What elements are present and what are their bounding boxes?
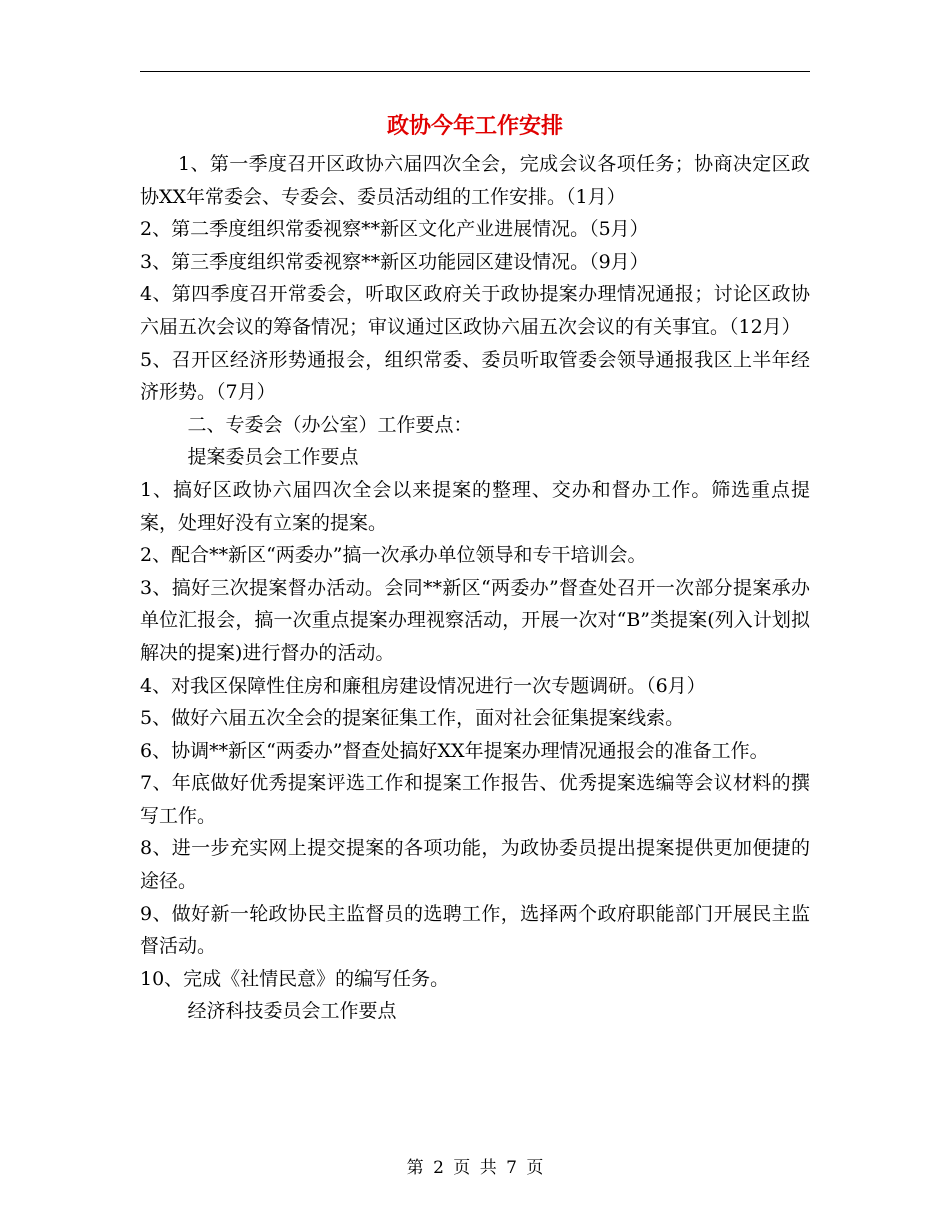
paragraph: 10、完成《社情民意》的编写任务。	[140, 967, 450, 990]
paragraph: 9、做好新一轮政协民主监督员的选聘工作，选择两个政府职能部门开展民主监督活动。	[140, 902, 810, 958]
paragraph: 4、第四季度召开常委会，听取区政府关于政协提案办理情况通报；讨论区政协六届五次会议的筹备情况；审议通过区政协六届五次会议的有关事宜。（12月）	[140, 283, 810, 338]
page-footer: 第 2 页 共 7 页	[406, 1158, 544, 1178]
header-rule	[140, 71, 810, 72]
paragraph: 二、专委会（办公室）工作要点：	[187, 413, 473, 436]
paragraph: 提案委员会工作要点	[187, 446, 359, 469]
document-body	[140, 148, 810, 1028]
paragraph: 1、搞好区政协六届四次全会以来提案的整理、交办和督办工作。筛选重点提案，处理好没有立案的提案。	[140, 478, 810, 534]
paragraph: 1、第一季度召开区政协六届四次全会，完成会议各项任务；协商决定区政协XX年常委会、专委会、委员活动组的工作安排。（1月）	[140, 153, 810, 208]
paragraph: 3、搞好三次提案督办活动。会同**新区“两委办”督查处召开一次部分提案承办单位汇报会，搞一次重点提案办理视察活动，开展一次对“B”类提案(列入计划拟解决的提案)进行督办的活动。	[140, 576, 810, 664]
paragraph: 2、配合**新区“两委办”搞一次承办单位领导和专干培训会。	[140, 544, 647, 567]
paragraph: 6、协调**新区“两委办”督查处搞好XX年提案办理情况通报会的准备工作。	[140, 739, 769, 762]
paragraph: 7、年底做好优秀提案评选工作和提案工作报告、优秀提案选编等会议材料的撰写工作。	[140, 772, 810, 827]
paragraph: 4、对我区保障性住房和廉租房建设情况进行一次专题调研。（6月）	[140, 674, 706, 697]
paragraph: 5、做好六届五次全会的提案征集工作，面对社会征集提案线索。	[140, 707, 685, 730]
paragraph: 2、第二季度组织常委视察**新区文化产业进展情况。（5月）	[140, 218, 649, 241]
paragraph: 5、召开区经济形势通报会，组织常委、委员听取管委会领导通报我区上半年经济形势。（7月）	[140, 348, 810, 404]
paragraph: 8、进一步充实网上提交提案的各项功能，为政协委员提出提案提供更加便捷的途径。	[140, 837, 810, 893]
document-title: 政协今年工作安排	[386, 113, 563, 139]
paragraph: 经济科技委员会工作要点	[187, 1000, 397, 1023]
paragraph: 3、第三季度组织常委视察**新区功能园区建设情况。（9月）	[140, 250, 649, 273]
